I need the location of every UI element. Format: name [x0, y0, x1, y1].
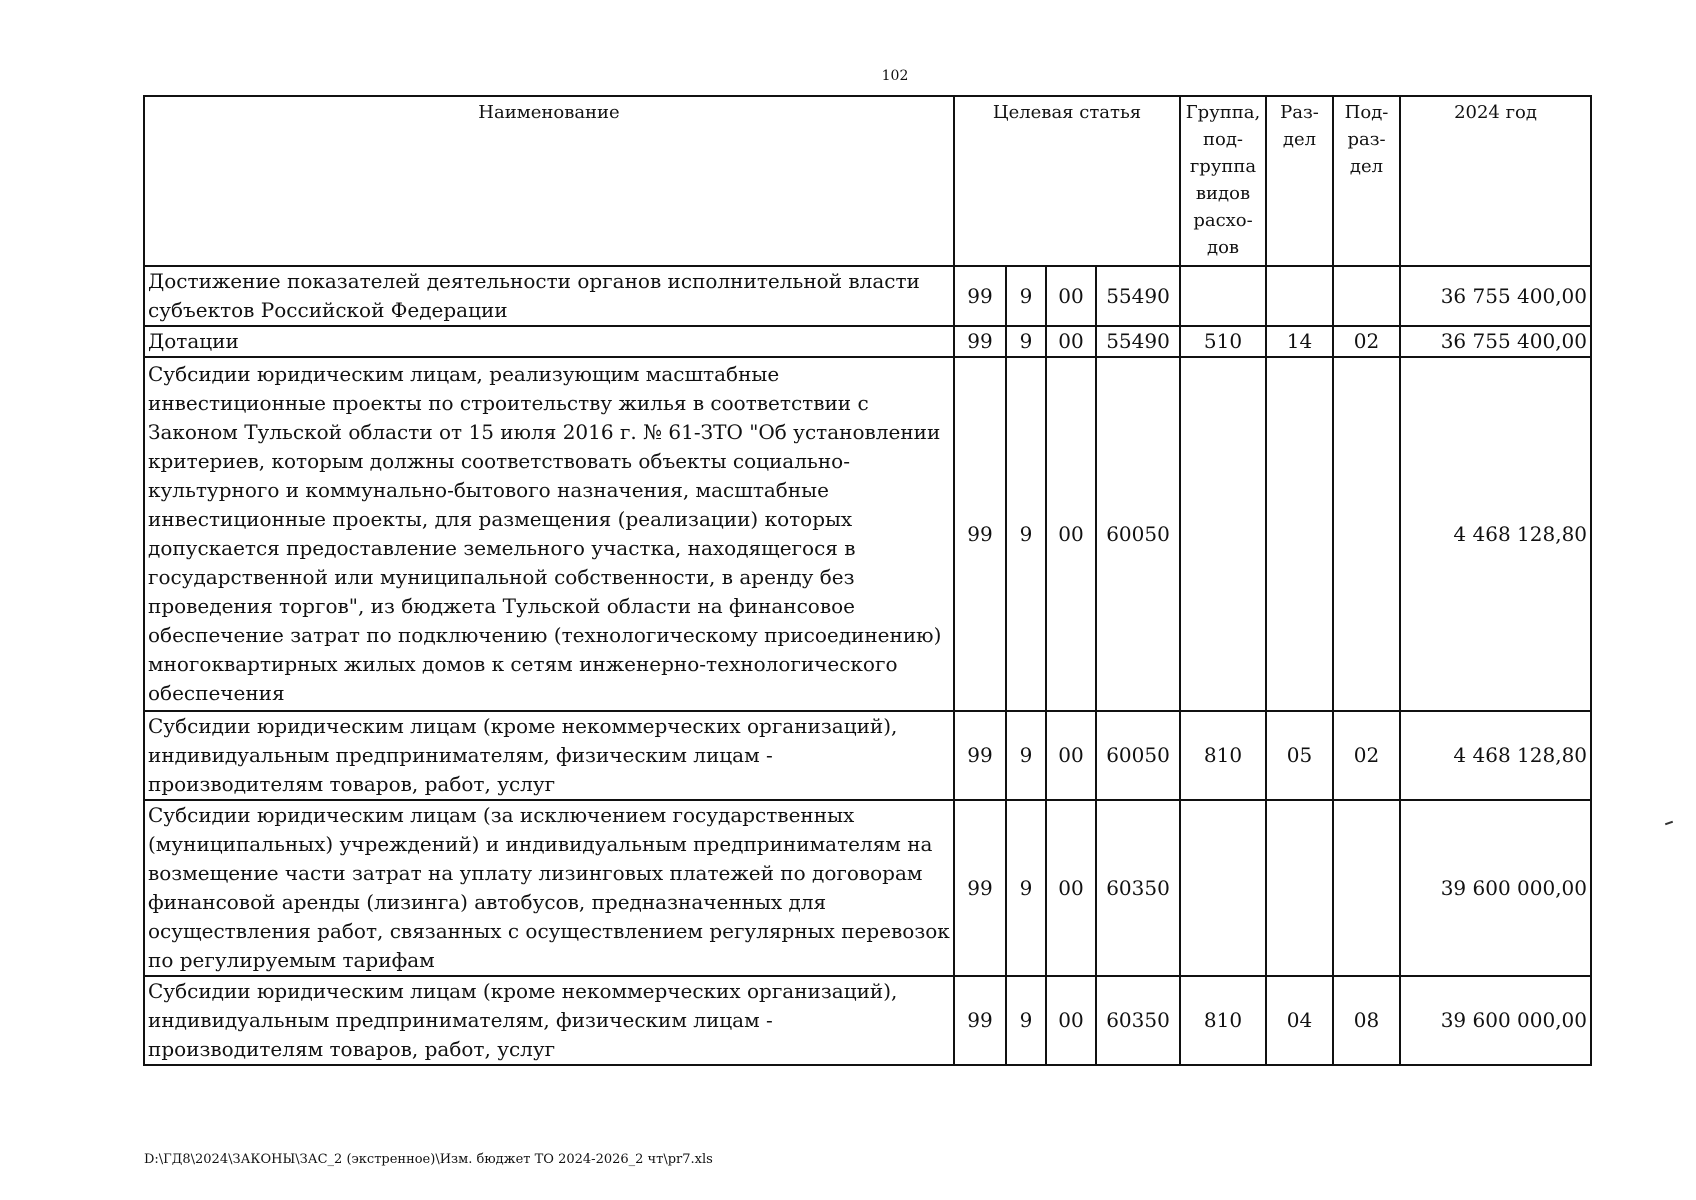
scan-mark: [1665, 821, 1673, 826]
row-code-3: 00: [1046, 800, 1096, 976]
row-name: Субсидии юридическим лицам (кроме некоммерческих организаций), индивидуальным предпринимателям, физическим лицам - производителям товаров, работ, услуг: [144, 711, 954, 800]
row-amount: 39 600 000,00: [1400, 976, 1591, 1065]
row-code-2: 9: [1006, 326, 1046, 357]
row-group: [1180, 266, 1266, 326]
row-name: Достижение показателей деятельности органов исполнительной власти субъектов Российской Федерации: [144, 266, 954, 326]
file-path-footer: D:\ГД8\2024\ЗАКОНЫ\ЗАС_2 (экстренное)\Изм. бюджет ТО 2024-2026_2 чт\pr7.xls: [144, 1152, 713, 1167]
row-group: [1180, 800, 1266, 976]
row-code-3: 00: [1046, 266, 1096, 326]
table-row: [144, 976, 1591, 1065]
row-name: Субсидии юридическим лицам, реализующим масштабные инвестиционные проекты по строительству жилья в соответствии с Законом Тульской области от 15 июля 2016 г. № 61-ЗТО "Об установлении критериев, которым должны соответствовать объекты социально-культурного и коммунально-бытового назначения, масштабные инвестиционные проекты, для размещения (реализации) которых допускается предоставление земельного участка, находящегося в государственной или муниципальной собственности, в аренду без проведения торгов", из бюджета Тульской области на финансовое обеспечение затрат по подключению (технологическому присоединению) многоквартирных жилых домов к сетям инженерно-технологического обеспечения: [144, 357, 954, 711]
row-subsection: 02: [1333, 326, 1400, 357]
row-subsection: 08: [1333, 976, 1400, 1065]
page-number: 102: [881, 68, 909, 84]
row-code-4: 60350: [1096, 800, 1180, 976]
budget-table: [143, 95, 1592, 1066]
row-group: 510: [1180, 326, 1266, 357]
row-code-1: 99: [954, 800, 1006, 976]
row-group: 810: [1180, 711, 1266, 800]
table-header-row: [144, 96, 1591, 266]
row-code-1: 99: [954, 711, 1006, 800]
row-group: 810: [1180, 976, 1266, 1065]
row-group: [1180, 357, 1266, 711]
row-code-2: 9: [1006, 266, 1046, 326]
table-row: [144, 326, 1591, 357]
table-row: [144, 266, 1591, 326]
header-section: Раз- дел: [1266, 96, 1333, 266]
row-code-3: 00: [1046, 357, 1096, 711]
row-subsection: 02: [1333, 711, 1400, 800]
row-amount: 36 755 400,00: [1400, 326, 1591, 357]
row-code-2: 9: [1006, 357, 1046, 711]
row-code-2: 9: [1006, 711, 1046, 800]
header-target-article: Целевая статья: [954, 96, 1180, 266]
row-amount: 4 468 128,80: [1400, 711, 1591, 800]
row-code-2: 9: [1006, 976, 1046, 1065]
row-code-4: 60050: [1096, 711, 1180, 800]
row-code-4: 55490: [1096, 266, 1180, 326]
row-section: [1266, 266, 1333, 326]
row-code-3: 00: [1046, 711, 1096, 800]
row-section: [1266, 357, 1333, 711]
row-amount: 4 468 128,80: [1400, 357, 1591, 711]
header-subsection: Под- раз- дел: [1333, 96, 1400, 266]
row-amount: 36 755 400,00: [1400, 266, 1591, 326]
row-code-4: 55490: [1096, 326, 1180, 357]
row-code-3: 00: [1046, 326, 1096, 357]
table-row: [144, 800, 1591, 976]
table-row: [144, 357, 1591, 711]
row-code-2: 9: [1006, 800, 1046, 976]
header-group: Группа, под- группа видов расхо- дов: [1180, 96, 1266, 266]
row-name: Субсидии юридическим лицам (за исключением государственных (муниципальных) учреждений) и индивидуальным предпринимателям на возмещение части затрат на уплату лизинговых платежей по договорам финансовой аренды (лизинга) автобусов, предназначенных для осуществления работ, связанных с осуществлением регулярных перевозок по регулируемым тарифам: [144, 800, 954, 976]
row-section: 05: [1266, 711, 1333, 800]
row-code-1: 99: [954, 266, 1006, 326]
row-subsection: [1333, 800, 1400, 976]
row-name: Дотации: [144, 326, 954, 357]
row-section: 14: [1266, 326, 1333, 357]
row-code-4: 60350: [1096, 976, 1180, 1065]
row-section: 04: [1266, 976, 1333, 1065]
row-name: Субсидии юридическим лицам (кроме некоммерческих организаций), индивидуальным предпринимателям, физическим лицам - производителям товаров, работ, услуг: [144, 976, 954, 1065]
row-code-3: 00: [1046, 976, 1096, 1065]
row-subsection: [1333, 357, 1400, 711]
header-name: Наименование: [144, 96, 954, 266]
row-code-1: 99: [954, 976, 1006, 1065]
row-code-1: 99: [954, 357, 1006, 711]
row-amount: 39 600 000,00: [1400, 800, 1591, 976]
row-code-4: 60050: [1096, 357, 1180, 711]
table-row: [144, 711, 1591, 800]
header-year: 2024 год: [1400, 96, 1591, 266]
row-subsection: [1333, 266, 1400, 326]
row-code-1: 99: [954, 326, 1006, 357]
row-section: [1266, 800, 1333, 976]
